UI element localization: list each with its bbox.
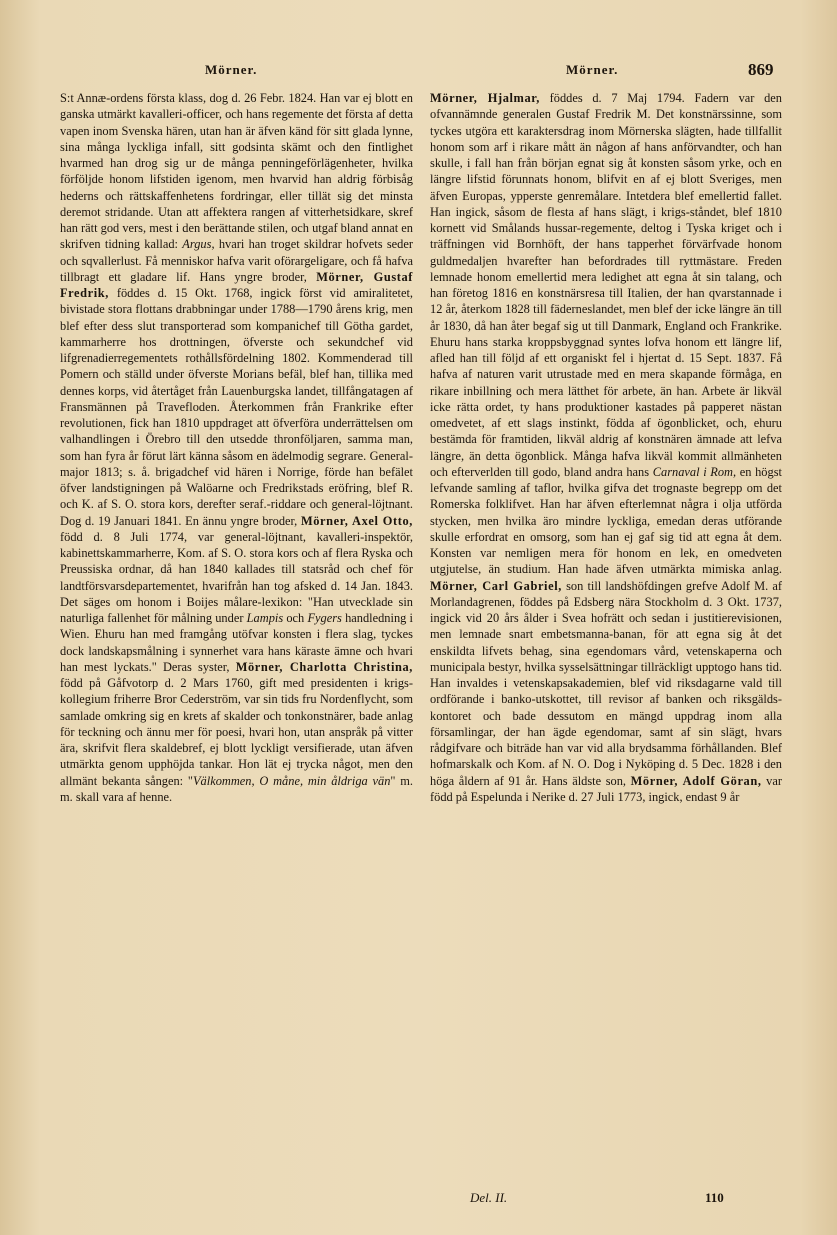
body-text: S:t Annæ-ordens första klass, dog d. 26 Febr. 1824. Han var ej blott en ganska utmärkt kavalleri-officer, och hans regemente det första af detta vapen inom Svenska hären, utan han är äfven känd för sitt glada lynne, sina många lyckliga infall, sitt godsinta skämt och den fintlighet hvarmed han drog sig ur de många penningeförlägenheter, hvilka förföljde honom lifstiden igenom, men hvarvid han aldrig förbisåg hederns och rättskaffenhetens fordringar, eller tillät sig det minsta deremot stridande. Utan att affektera rangen af vitterhetsidkare, skref han rätt god vers, mest i den berättande stilen, och utgaf bland annat en skrifven tidning kallad: xyxy=(60,91,413,252)
body-text: och xyxy=(286,611,305,625)
italic-title: Argus, xyxy=(182,237,215,252)
page-number: 869 xyxy=(748,60,774,79)
body-text: hvari han troget skildrar hofvets seder och sqvallerlust. Få menniskor hafva varit oförargeligare, och få hafva tillbragt ett gladare lif. Hans yngre broder, xyxy=(60,237,413,284)
footer-signature: 110 xyxy=(705,1190,724,1205)
running-head-left: Mörner. xyxy=(205,62,258,77)
italic-name: Lampis xyxy=(246,611,284,625)
entry-name: Mörner, Axel Otto, xyxy=(300,513,413,528)
italic-quote: Välkommen, O måne, min åldriga vän xyxy=(192,773,391,788)
italic-name: Fygers xyxy=(307,611,342,625)
body-text: född på Gåfvotorp d. 2 Mars 1760, gift med presidenten i krigs-kollegium friherre Bror Cederström, var sin tids fru Nordenflycht, som samlade omkring sig en krets af skalder och tonkonstnärer, bade anlag för teckning och ännu mer för poesi, hvari hon, utan anspråk på vitter ära, skrifvit flera skaldebref, ej blott lyckligt versifierade, utan äfven utmärkta genom upphöjda tankar. Hon lät ej trycka något, men den allmänt bekanta sången: " xyxy=(60,676,413,788)
left-column xyxy=(60,90,413,805)
entry-name: Mörner, Hjalmar, xyxy=(430,91,540,105)
footer-volume: Del. II. xyxy=(470,1190,508,1205)
paragraph xyxy=(60,90,413,805)
body-text: son till landshöfdingen grefve Adolf M. af Morlandagrenen, föddes på Edsberg nära Stockholm d. 3 Okt. 1737, ingick vid 20 års ålder i Svea hofrätt och sedan i justitierevisionen, men lemnade snart embetsmanna-banan, för att egna sig åt det enskildta lifvets behag, sina egendomars vård, vetenskaperna och municipala bestyr, hvilka sysselsättningar tillräckligt upptogo hans tid. Han invaldes i vetenskapsakademien, blef vid riksdagarne vald till ordförande i banko-utskottet, till revisor af banken och riksgälds-kontoret och bade dessutom en mängd uppdrag inom alla församlingar, der han ägde egendomar, samt af sin slägt, hvars rådgifvare och biträde han var vid alla brydsamma förhållanden. Blef hofmarskalk och Kom. af N. O. Dog i Nyköping d. 5 Dec. 1828 i den höga åldern af 91 år. Hans äldste son, xyxy=(430,578,782,788)
body-text: " m. m. skall vara af henne. xyxy=(60,773,413,804)
paragraph xyxy=(430,90,782,805)
body-text: en högst lefvande samling af taflor, hvilka gifva det trognaste begrepp om det Romerska folklifvet. Han har äfven efterlemnat några i olja utförda stycken, men hvilka äro mindre lyckliga, emedan deras utförande skulle erfordrat en omsorg, som han ej gaf sig tid att egna åt dem. Konsten var nemligen mera för honom en lek, en omedveten utgjutelse, än studium. Han hade äfven utmärkta mimiska anlag. xyxy=(430,464,782,577)
right-column xyxy=(430,90,782,805)
body-text: handledning i Wien. Ehuru han med framgång utöfvar konsten i flera slag, tyckes dock landskapsmålning i synnerhet vara hans käraste ämne och hvari han mest lyckats." Deras syster, xyxy=(60,611,413,674)
body-text: född d. 8 Juli 1774, var general-löjtnant, kavalleri-inspektör, kabinettskammarherre, Kom. af S. O. stora kors och af flera Ryska och Preussiska ordnar, då han 1840 kallades till statsråd och chef för landtförsvarsdepartementet, hvarifrån han tog afsked d. 14 Jan. 1843. Det säges om honom i Boijes målare-lexikon: "Han utvecklade sin naturliga fallenhet för målning under xyxy=(60,529,413,625)
body-text: föddes d. 15 Okt. 1768, ingick först vid amiralitetet, bivistade stora flottans drabbningar under 1788—1790 årens krig, men blef efter dess slut transporterad som kompanichef till Götha gardet, kammarherre hos drottningen, öfverste och sekundchef vid lifgrenadierregementets rothållsfördelning 1802. Kommenderad till Pomern och ställd under öfverste Morians befäl, blef han, tillika med dennes korps, vid återtåget från Lauenburgska landet, tillfångatagen af Fransmännen på Travefloden. Återkommen från Frankrike efter revolutionen, fick han 1810 uppdraget att öfverföra underrättelsen om valhandlingen i Örebro till den utsedde thronföljaren, samma man, som han fyra år förut lärt känna såsom en ädelmodig segrare. General-major 1813; s. å. brigadchef vid hären i Norrige, förde han befälet öfver landstigningen på Walöarne och Fredrikstads eröfring, blef R. och K. af S. O. stora kors, derefter seraf.-riddare och general-löjtnant. Dog d. 19 Januari 1841. En ännu yngre broder, xyxy=(60,286,413,528)
italic-title: Carnaval i Rom, xyxy=(652,464,737,479)
entry-name: Mörner, Charlotta Christina, xyxy=(235,659,413,674)
entry-name: Mörner, Carl Gabriel, xyxy=(430,578,562,593)
body-text: föddes d. 7 Maj 1794. Fadern var den ofvannämnde generalen Gustaf Fredrik M. Det konstnärssinne, som tyckes utgöra ett karaktersdrag inom Mörnerska slägten, hade tillfallit honom som arf i rikare mått än någon af hans anförvandter, och han skulle, i fall han från början egnat sig åt konsten såsom yrke, och en längre lifstid förunnats honom, blifvit en af ej blott Sveriges, men äfven Europas, ypperste genremålare. Intetdera blef emellertid fallet. Han ingick, såsom de flesta af hans slägt, i krigs-ståndet, blef 1810 kornett vid Smålands hussar-regemente, deltog i Tyska kriget och i träffningen vid Bornhöft, der hans tapperhet förvärfvade honom guldmedaljen hvarefter han befordrades till ryttmästare. Freden lemnade honom emellertid mera ledighet att egna åt sin talang, och han företog 1816 en konstnärsresa till Italien, der han qvarstannade i 12 år, återkom 1828 till fäderneslandet, men blef der icke längre än till år 1830, då han åter begaf sig ut till Danmark, England och Frankrike. Ehuru hans starka kroppsbyggnad syntes lofva honom ett längre lif, afled han till följd af ett organiskt fel i hjertat d. 15 Sept. 1837. Få hafva af naturen varit utrustade med en mera skapande förmåga, en rikare inbillning och mera lätthet för arbete, än han. Arbete är likväl icke rätta ordet, ty hans produktioner kastades på papperet nästan omedvetet, af ett slags instinkt, födda af ögonblicket, och, ehuru bestämda för framtiden, likväl aldrig af konstnären ämnade att lefva längre, än detta ögonblick. Många hafva likväl kommit allmänheten och efterverlden till godo, bland andra hans xyxy=(430,91,782,479)
running-head-right: Mörner. xyxy=(566,62,619,77)
entry-name: Mörner, Adolf Göran, xyxy=(630,773,762,788)
entry-name: Mörner, Gustaf Fredrik, xyxy=(60,269,413,300)
body-text: var född på Espelunda i Nerike d. 27 Juli 1773, ingick, endast 9 år xyxy=(430,773,782,804)
